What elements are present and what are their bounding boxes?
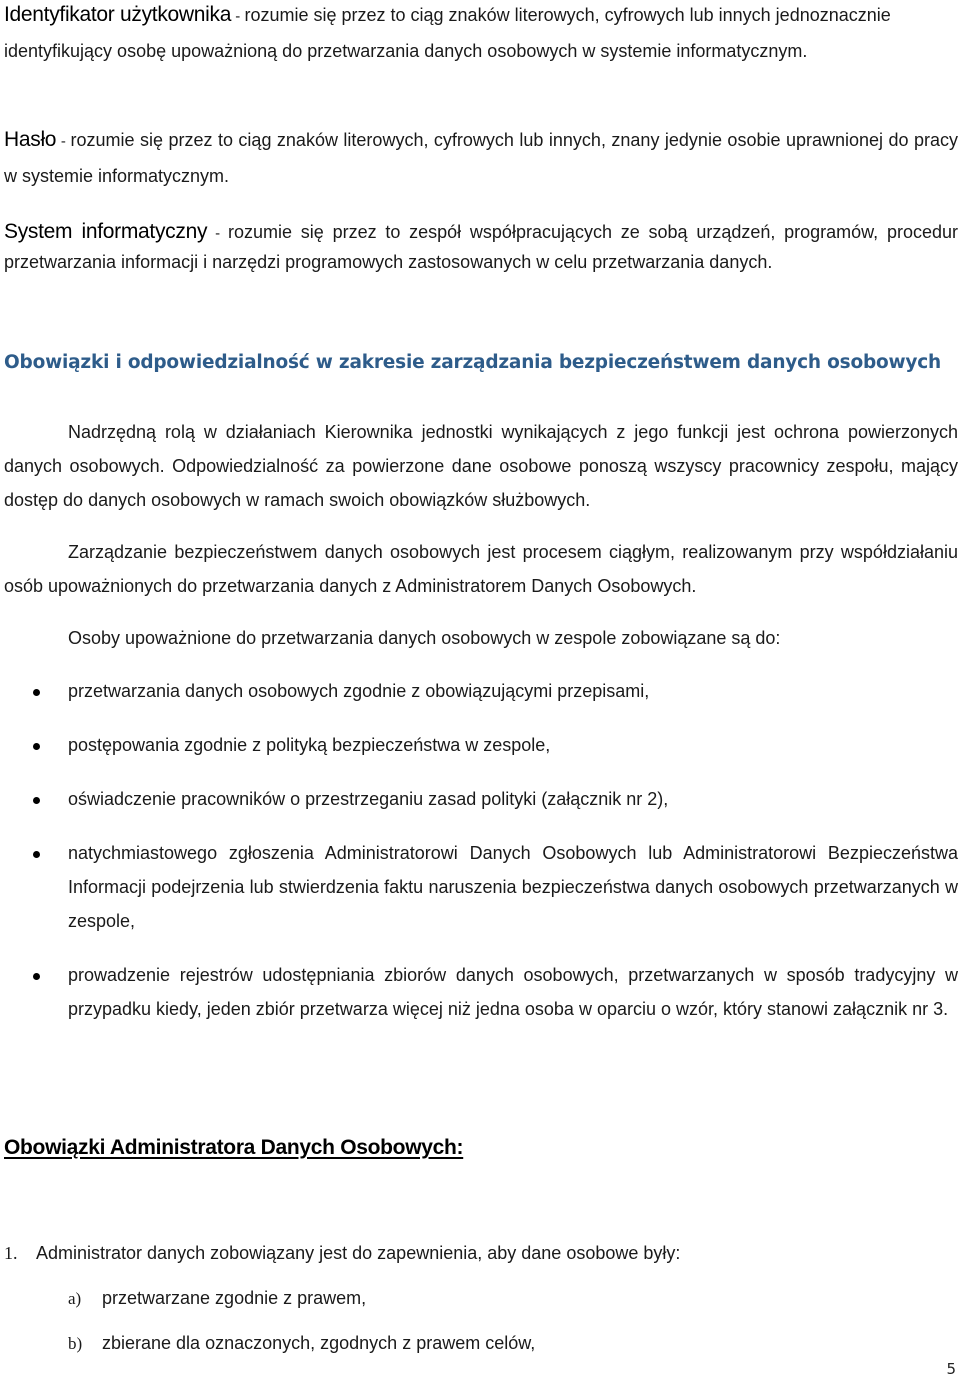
list-item [4,958,958,1026]
bullet-icon [33,973,40,980]
definition-separator: - [56,133,71,150]
sub-item-marker: b) [68,1334,83,1353]
paragraph-management: Zarządzanie bezpieczeństwem danych osobowych jest procesem ciągłym, realizowanym przy współdziałaniu osób upoważnionych do przetwarzania danych z Administratorem Danych Osobowych. [4,542,958,596]
list-item [4,782,958,816]
section-heading: Obowiązki i odpowiedzialność w zakresie zarządzania bezpieczeństwem danych osobowych [4,352,941,373]
list-item [4,728,958,762]
sub-item-text: przetwarzane zgodnie z prawem, [102,1288,367,1308]
list-item-text: postępowania zgodnie z polityką bezpieczeństwa w zespole, [68,735,551,755]
bullet-icon [33,743,40,750]
list-item-text: oświadczenie pracowników o przestrzeganiu zasad polityki (załącznik nr 2), [68,789,669,809]
definition-user-identifier [4,0,958,69]
list-item-text: przetwarzania danych osobowych zgodnie z obowiązującymi przepisami, [68,681,650,701]
definition-term: Identyfikator użytkownika [4,3,232,26]
numbered-item-text: Administrator danych zobowiązany jest do zapewnienia, aby dane osobowe były: [36,1243,681,1263]
sub-item-text: zbierane dla oznaczonych, zgodnych z prawem celów, [102,1333,536,1353]
definition-text: rozumie się przez to ciąg znaków literowych, cyfrowych lub innych, znany jedynie osobie uprawnionej do pracy w systemie informatycznym. [4,130,958,186]
list-item [4,674,958,708]
numbered-item [4,1236,958,1270]
definition-separator: - [231,8,245,25]
sub-item-b [68,1326,535,1361]
definition-text: rozumie się przez to ciąg znaków literowych, cyfrowych lub innych jednoznacznie identyfikujący osobę upoważnioną do przetwarzania danych osobowych w systemie informatycznym. [4,5,891,61]
bullet-icon [33,689,40,696]
bullet-icon [33,851,40,858]
paragraph-responsibility: Nadrzędną rolą w działaniach Kierownika jednostki wynikających z jego funkcji jest ochrona powierzonych danych osobowych. Odpowiedzialność za powierzone dane osobowe ponoszą wszyscy pracownicy zespołu, mający dostęp do danych osobowych w ramach swoich obowiązków służbowych. [4,422,958,510]
bullet-icon [33,797,40,804]
list-item-text: prowadzenie rejestrów udostępniania zbiorów danych osobowych, przetwarzanych w sposób tradycyjny w przypadku kiedy, jeden zbiór przetwarza więcej niż jedna osoba w oparciu o wzór, który stanowi załącznik nr 3. [68,965,958,1019]
definition-separator: - [207,225,229,242]
sub-item-marker: a) [68,1289,82,1308]
admin-section-heading: Obowiązki Administratora Danych Osobowych: [4,1136,464,1159]
numbered-item-marker: 1. [4,1243,18,1263]
list-item [4,836,958,938]
obligations-list [4,674,958,1046]
paragraph-obligations-intro: Osoby upoważnione do przetwarzania danych osobowych w zespole zobowiązane są do: [68,628,781,648]
list-item-text: natychmiastowego zgłoszenia Administratorowi Danych Osobowych lub Administratorowi Bezpieczeństwa Informacji podejrzenia lub stwierdzenia faktu naruszenia bezpieczeństwa danych osobowych przetwarzanych w zespole, [68,843,958,931]
definition-text: rozumie się przez to zespół współpracujących ze sobą urządzeń, programów, procedur przetwarzania informacji i narzędzi programowych zastosowanych w celu przetwarzania danych. [4,222,958,272]
sub-item-a [68,1281,366,1316]
definition-information-system [4,217,958,277]
page-number: 5 [946,1360,956,1378]
definition-password [4,122,958,194]
definition-term: System informatyczny [4,220,208,243]
definition-term: Hasło [4,128,57,151]
